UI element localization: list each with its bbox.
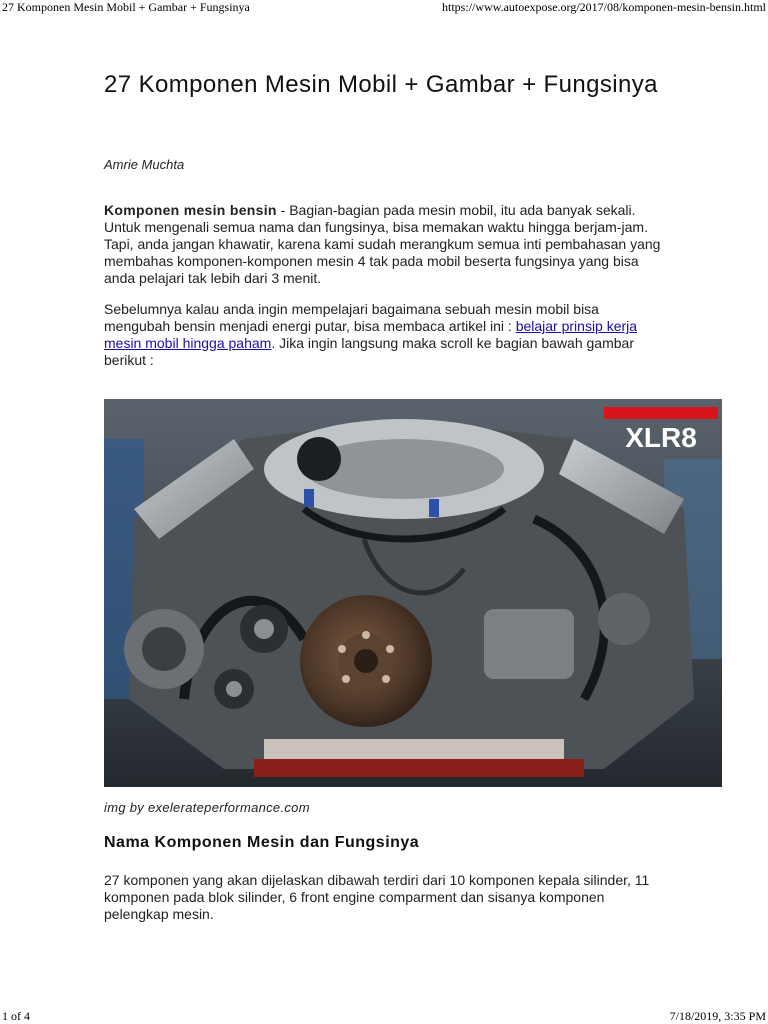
logo-red-bar bbox=[604, 407, 718, 419]
engine-illustration bbox=[104, 399, 722, 787]
reference-link[interactable]: belajar prinsip kerja mesin mobil hingga paham bbox=[104, 318, 638, 351]
page-number: 1 of 4 bbox=[2, 1009, 30, 1023]
article-title: 27 Komponen Mesin Mobil + Gambar + Fungsinya bbox=[104, 71, 658, 98]
article-author: Amrie Muchta bbox=[104, 157, 185, 172]
reference-text-after: . Jika ingin langsung maka scroll ke bagian bawah gambar berikut : bbox=[104, 335, 634, 368]
print-footer bbox=[0, 1009, 768, 1024]
reference-text-before: Sebelumnya kalau anda ingin mempelajari bagaimana sebuah mesin mobil bisa mengubah bensin menjadi energi putar, bisa membaca artikel ini : bbox=[104, 301, 599, 334]
intro-paragraph bbox=[104, 202, 666, 287]
engine-photo bbox=[104, 399, 722, 787]
reference-paragraph bbox=[104, 301, 666, 369]
section-paragraph: 27 komponen yang akan dijelaskan dibawah terdiri dari 10 komponen kepala silinder, 11 komponen pada blok silinder, 6 front engine comparment dan sisanya komponen pelengkap mesin. bbox=[104, 872, 650, 922]
image-caption: img by exelerateperformance.com bbox=[104, 800, 310, 815]
print-header bbox=[0, 0, 768, 16]
print-timestamp: 7/18/2019, 3:35 PM bbox=[669, 1009, 766, 1023]
print-header-title: 27 Komponen Mesin Mobil + Gambar + Fungsinya bbox=[2, 0, 250, 14]
print-header-url: https://www.autoexpose.org/2017/08/komponen-mesin-bensin.html bbox=[442, 0, 766, 14]
intro-text: - Bagian-bagian pada mesin mobil, itu ada banyak sekali. Untuk mengenali semua nama dan fungsinya, bisa memakan waktu hingga berjam-jam. Tapi, anda jangan khawatir, karena kami sudah merangkum semua inti pembahasan yang membahas komponen-komponen mesin 4 tak pada mobil beserta fungsinya yang bisa anda pelajari tak lebih dari 3 menit. bbox=[104, 202, 661, 286]
intro-keyword: Komponen mesin bensin bbox=[104, 202, 277, 218]
image-logo: XLR8 bbox=[625, 422, 697, 453]
section-heading: Nama Komponen Mesin dan Fungsinya bbox=[104, 834, 420, 851]
